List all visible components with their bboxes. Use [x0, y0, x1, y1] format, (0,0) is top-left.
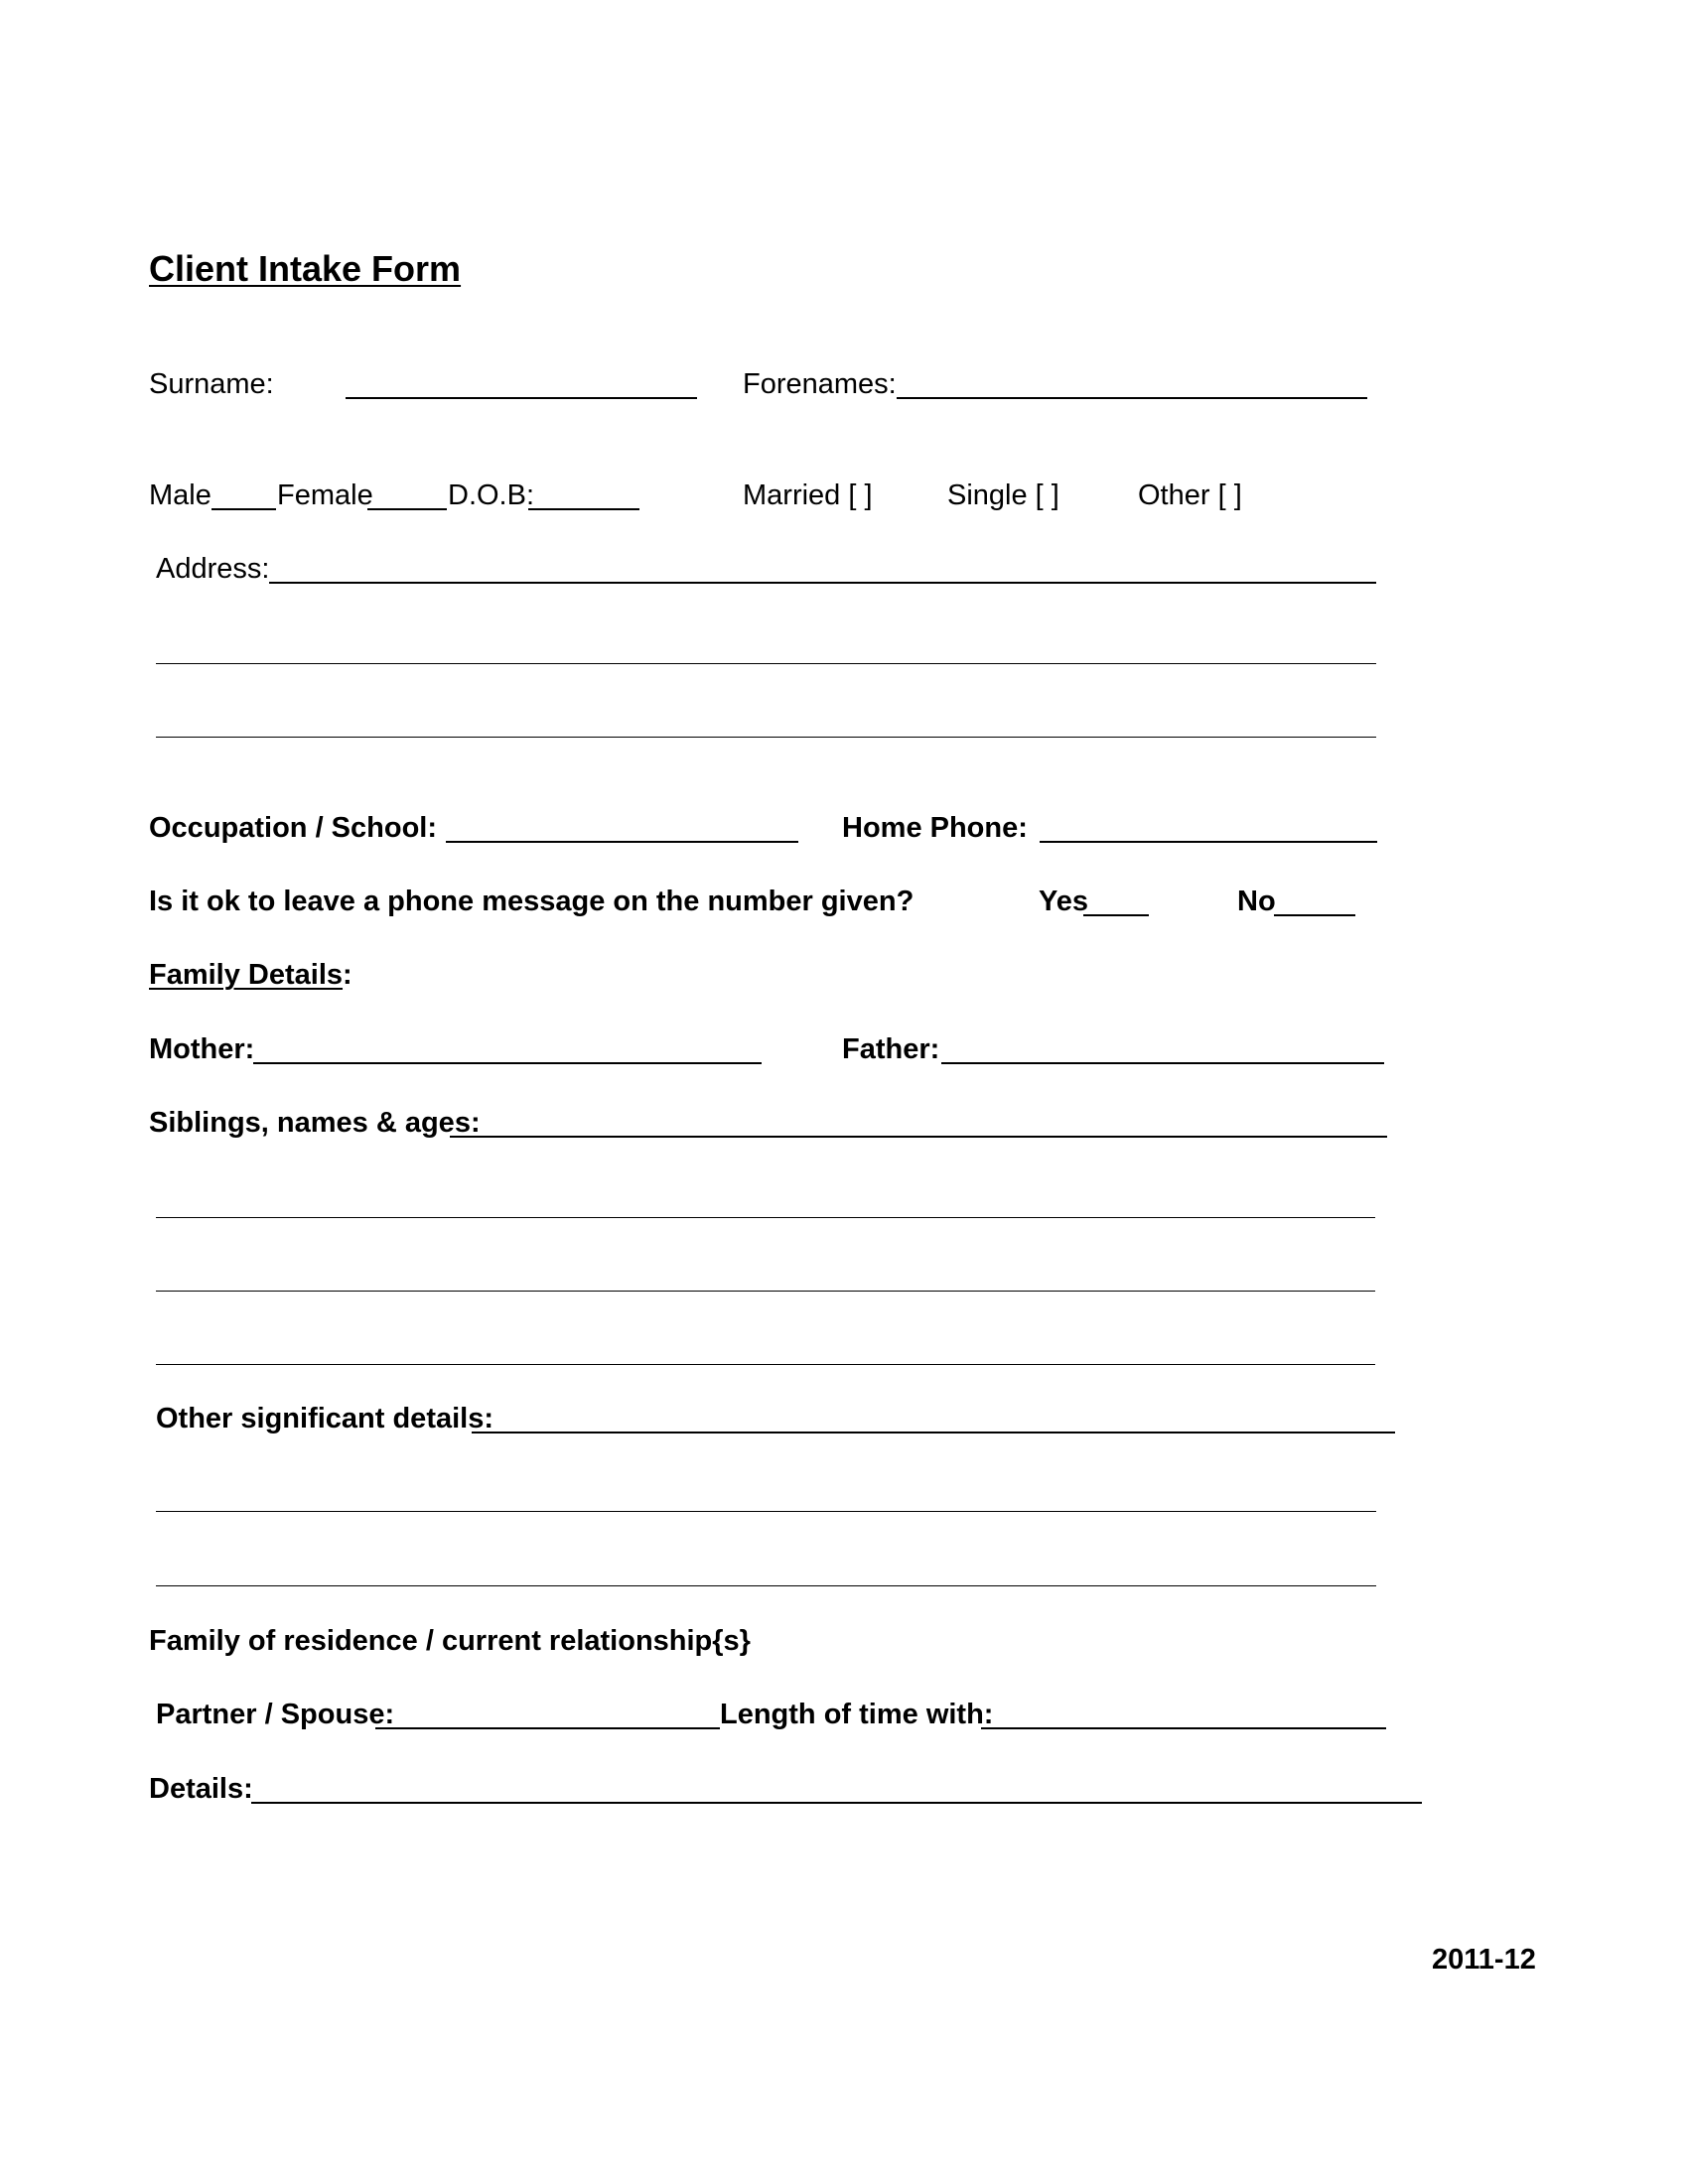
no-field[interactable] — [1274, 914, 1355, 916]
forenames-label: Forenames: — [743, 368, 897, 400]
address-label: Address: — [156, 553, 270, 585]
home-phone-field[interactable] — [1040, 841, 1377, 843]
length-field[interactable] — [981, 1727, 1386, 1729]
address-field-2[interactable] — [156, 663, 1376, 664]
occupation-field[interactable] — [446, 841, 798, 843]
yes-label: Yes — [1039, 886, 1088, 917]
married-checkbox[interactable]: Married [ ] — [743, 479, 873, 511]
surname-field[interactable] — [346, 397, 697, 399]
address-field-1[interactable] — [269, 582, 1376, 584]
forenames-field[interactable] — [897, 397, 1367, 399]
dob-field[interactable] — [528, 508, 639, 510]
other-details-field-1[interactable] — [472, 1432, 1395, 1433]
siblings-label: Siblings, names & ages: — [149, 1107, 481, 1139]
male-field[interactable] — [211, 508, 276, 510]
other-details-label: Other significant details: — [156, 1403, 493, 1434]
female-label: Female — [277, 479, 373, 511]
family-details-colon: : — [343, 959, 352, 991]
father-label: Father: — [842, 1033, 940, 1065]
female-field[interactable] — [367, 508, 447, 510]
other-details-field-3[interactable] — [156, 1585, 1376, 1586]
siblings-field-4[interactable] — [156, 1364, 1375, 1365]
occupation-label: Occupation / School: — [149, 812, 438, 844]
other-checkbox[interactable]: Other [ ] — [1138, 479, 1242, 511]
surname-label: Surname: — [149, 368, 274, 400]
length-label: Length of time with: — [720, 1699, 994, 1730]
mother-field[interactable] — [253, 1062, 762, 1064]
family-details-heading — [149, 958, 352, 992]
residence-heading: Family of residence / current relationship{s} — [149, 1625, 751, 1657]
home-phone-label: Home Phone: — [842, 812, 1028, 844]
siblings-field-3[interactable] — [156, 1291, 1375, 1292]
yes-field[interactable] — [1083, 914, 1149, 916]
dob-label: D.O.B: — [448, 479, 535, 511]
other-details-field-2[interactable] — [156, 1511, 1376, 1512]
address-field-3[interactable] — [156, 737, 1376, 738]
male-label: Male — [149, 479, 211, 511]
partner-field[interactable] — [375, 1727, 720, 1729]
form-title: Client Intake Form — [149, 248, 462, 289]
father-field[interactable] — [941, 1062, 1384, 1064]
no-label: No — [1237, 886, 1276, 917]
single-checkbox[interactable]: Single [ ] — [947, 479, 1059, 511]
footer-year: 2011-12 — [1432, 1944, 1536, 1976]
details-field[interactable] — [251, 1802, 1422, 1804]
phone-message-question: Is it ok to leave a phone message on the number given? — [149, 886, 914, 917]
siblings-field-1[interactable] — [450, 1136, 1387, 1138]
details-label: Details: — [149, 1773, 253, 1805]
mother-label: Mother: — [149, 1033, 255, 1065]
siblings-field-2[interactable] — [156, 1217, 1375, 1218]
partner-label: Partner / Spouse: — [156, 1699, 395, 1730]
family-details-heading-text: Family Details — [149, 959, 344, 991]
